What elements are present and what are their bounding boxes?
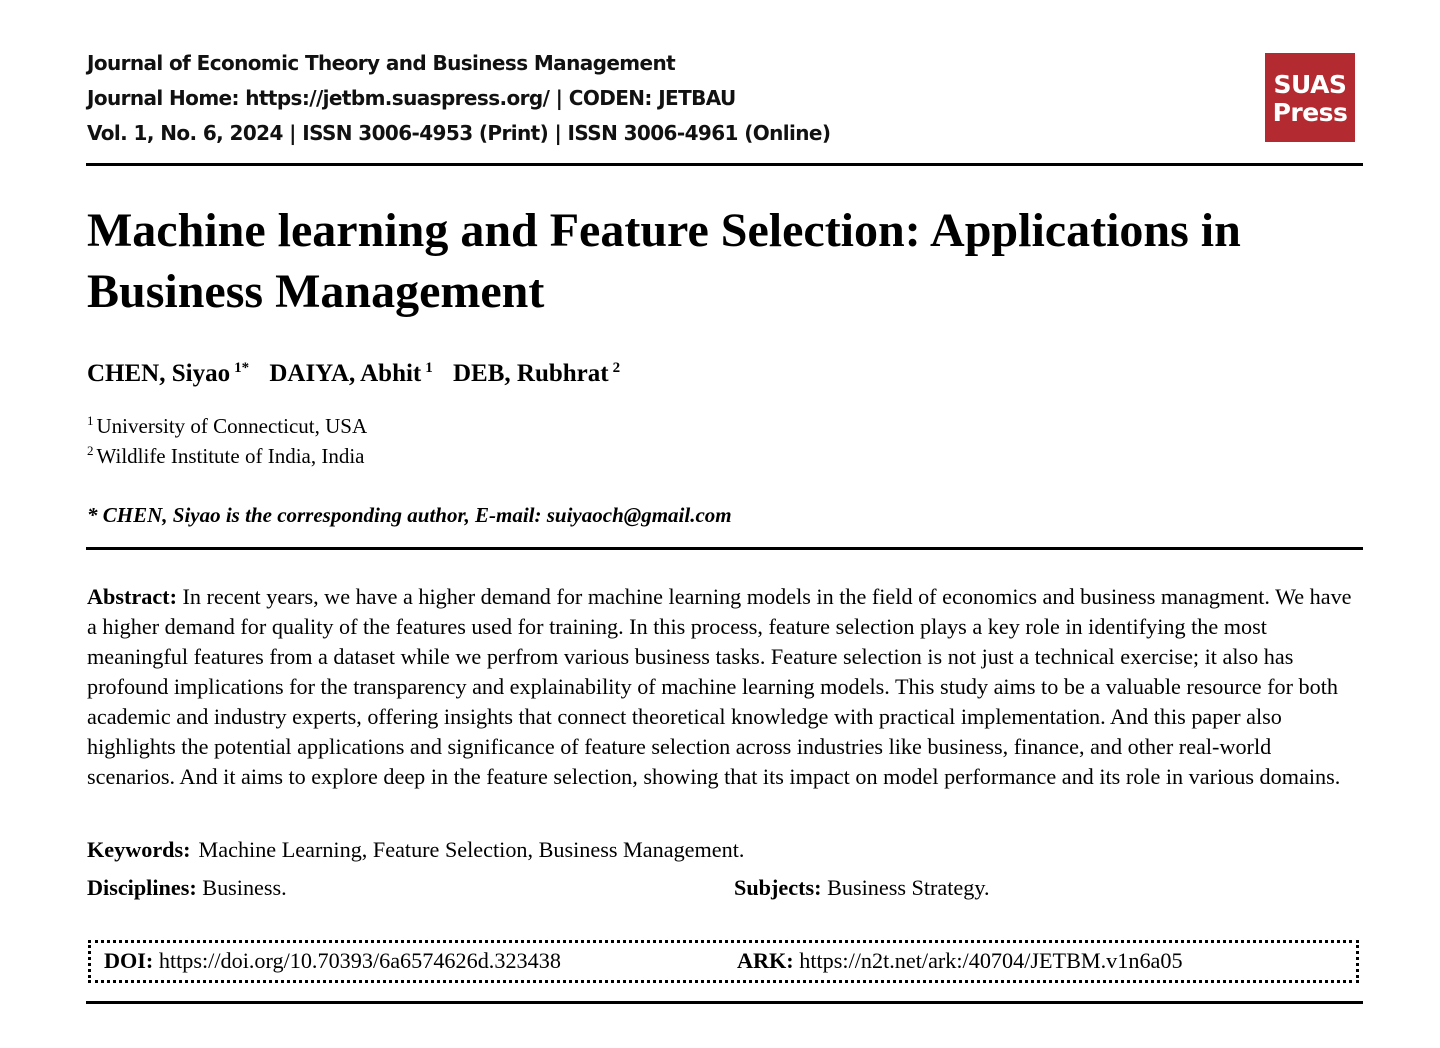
- affiliation-text: Wildlife Institute of India, India: [96, 444, 365, 468]
- volume-issn: Vol. 1, No. 6, 2024 | ISSN 3006-4953 (Print) | ISSN 3006-4961 (Online): [87, 121, 831, 145]
- author-affiliation-mark: 2: [612, 360, 621, 376]
- logo-line-1: SUAS: [1273, 70, 1347, 99]
- suas-press-logo: [1265, 53, 1355, 142]
- affiliation-item: [87, 441, 367, 471]
- keywords: [87, 837, 744, 863]
- author-name: CHEN, Siyao: [87, 360, 231, 387]
- disciplines-text: Business.: [202, 875, 287, 900]
- keywords-label: Keywords:: [87, 837, 191, 862]
- abstract-divider: [86, 547, 1363, 550]
- journal-header: [87, 46, 830, 151]
- ark: [737, 948, 1183, 974]
- author-item: [269, 360, 432, 387]
- subjects: [734, 875, 990, 901]
- abstract-label: Abstract:: [87, 584, 177, 609]
- affiliation-item: [87, 411, 367, 441]
- author-name: DEB, Rubhrat: [453, 360, 609, 387]
- subjects-label: Subjects:: [734, 875, 822, 900]
- disciplines-label: Disciplines:: [87, 875, 197, 900]
- affiliation-mark: 1: [87, 413, 94, 428]
- abstract: [87, 582, 1362, 792]
- abstract-text: In recent years, we have a higher demand for machine learning models in the field of economics and business managment. We have a higher demand for quality of the features used for training. In this process, feature selection plays a key role in identifying the most meaningful features from a dataset while we perfrom various business tasks. Feature selection is not just a technical exercise; it also has profound implications for the transparency and explainability of machine learning models. This study aims to be a valuable resource for both academic and industry experts, offering insights that connect theoretical knowledge with practical implementation. And this paper also highlights the potential applications and significance of feature selection across industries like business, finance, and other real-world scenarios. And it aims to explore deep in the feature selection, showing that its impact on model performance and its role in various domains.: [87, 584, 1352, 789]
- journal-home[interactable]: Journal Home: https://jetbm.suaspress.org/ | CODEN: JETBAU: [87, 86, 736, 110]
- header-divider: [86, 163, 1363, 166]
- paper-page: [86, 0, 1364, 1048]
- keywords-text: Machine Learning, Feature Selection, Business Management.: [198, 837, 745, 862]
- ark-link[interactable]: https://n2t.net/ark:/40704/JETBM.v1n6a05: [799, 948, 1183, 973]
- corresponding-author-note: * CHEN, Siyao is the corresponding author, E-mail: suiyaoch@gmail.com: [87, 503, 732, 527]
- disciplines: [87, 875, 287, 901]
- doi-label: DOI:: [104, 948, 154, 973]
- affiliation-list: [87, 411, 367, 471]
- footer-divider: [86, 1001, 1363, 1004]
- affiliation-text: University of Connecticut, USA: [96, 414, 368, 438]
- doi-link[interactable]: https://doi.org/10.70393/6a6574626d.323438: [158, 948, 561, 973]
- affiliation-mark: 2: [87, 443, 94, 458]
- journal-name: Journal of Economic Theory and Business Management: [87, 51, 676, 75]
- doi: [104, 948, 561, 974]
- author-affiliation-mark: 1*: [234, 360, 250, 376]
- ark-label: ARK:: [737, 948, 794, 973]
- author-affiliation-mark: 1: [425, 360, 433, 376]
- subjects-text: Business Strategy.: [827, 875, 990, 900]
- author-item: [87, 360, 249, 387]
- identifier-box: [88, 940, 1359, 983]
- author-name: DAIYA, Abhit: [269, 360, 422, 387]
- logo-line-2: Press: [1272, 98, 1348, 127]
- author-list: [87, 360, 634, 388]
- paper-title: Machine learning and Feature Selection: Applications in Business Management: [87, 204, 1241, 318]
- author-item: [453, 360, 620, 387]
